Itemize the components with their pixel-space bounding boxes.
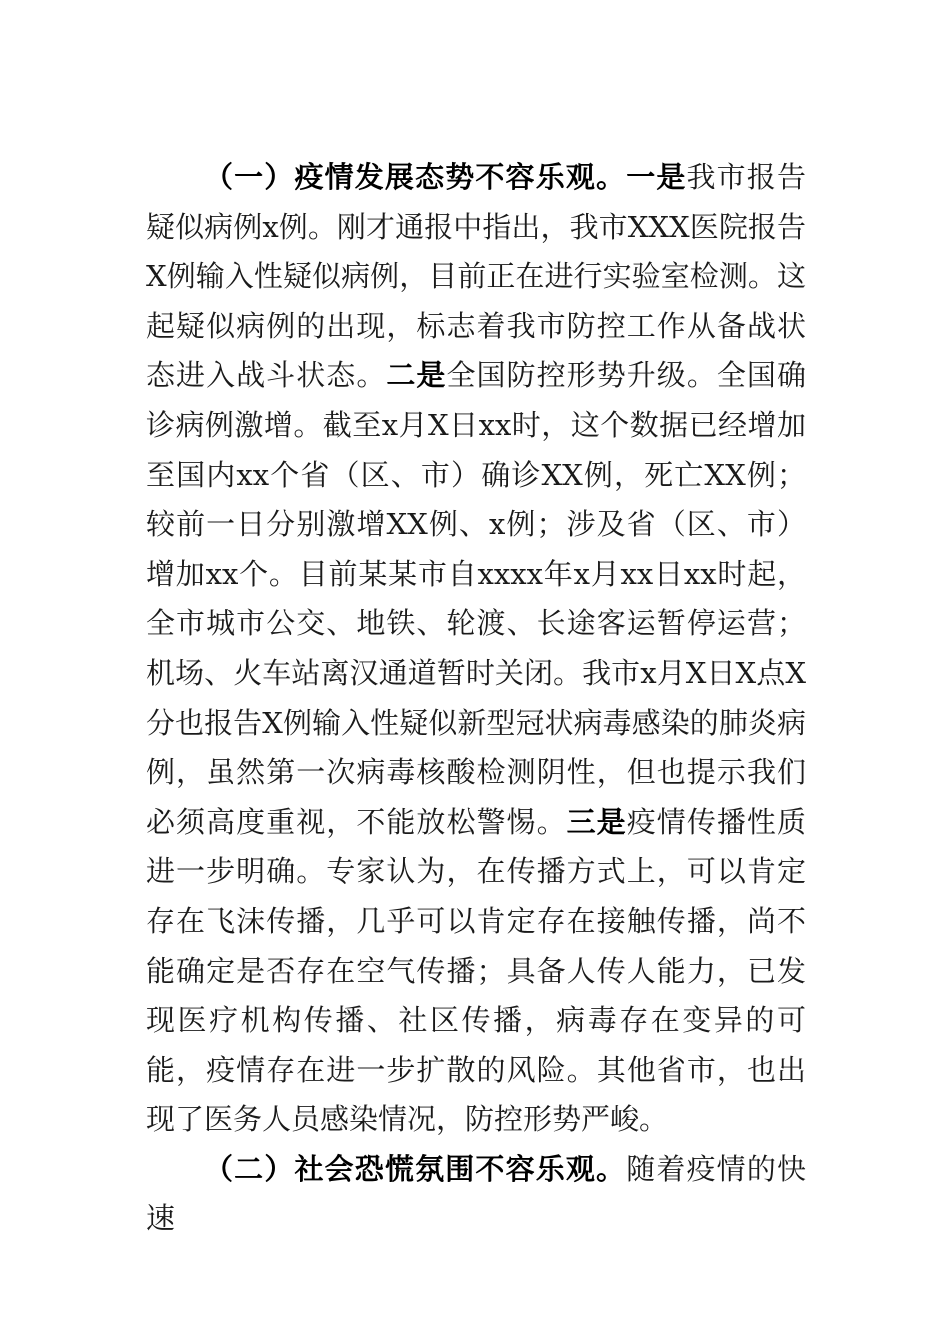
- document-body: [146, 153, 806, 1244]
- section-heading-1: （一）疫情发展态势不容乐观。: [204, 160, 627, 194]
- point-text-3: 疫情传播性质进一步明确。专家认为，在传播方式上，可以肯定存在飞沫传播，几乎可以肯定存在接触传播，尚不能确定是否存在空气传播；具备人传人能力，已发现医疗机构传播、社区传播，病毒存在变异的可能，疫情存在进一步扩散的风险。其他省市，也出现了医务人员感染情况，防控形势严峻。: [146, 804, 806, 1137]
- section-heading-2: （二）社会恐慌氛围不容乐观。: [204, 1151, 627, 1186]
- section-text-2: 随着疫情的快速: [146, 1151, 806, 1236]
- point-marker-2: 二是: [386, 358, 447, 393]
- point-text-1: 我市报告疑似病例x例。刚才通报中指出，我市XXX医院报告X例输入性疑似病例，目前正在进行实验室检测。这起疑似病例的出现，标志着我市防控工作从备战状态进入战斗状态。: [146, 160, 806, 393]
- point-marker-3: 三是: [566, 804, 627, 839]
- paragraph-social-panic: [146, 1145, 806, 1244]
- point-marker-1: 一是: [626, 160, 687, 194]
- point-text-2: 全国防控形势升级。全国确诊病例激增。截至x月X日xx时，这个数据已经增加至国内xx个省（区、市）确诊XX例，死亡XX例；较前一日分别激增XX例、x例；涉及省（区、市）增加xx个。目前某某市自xxxx年x月xx日xx时起，全市城市公交、地铁、轮渡、长途客运暂停运营；机场、火车站离汉通道暂时关闭。我市x月X日X点X分也报告X例输入性疑似新型冠状病毒感染的肺炎病例，虽然第一次病毒核酸检测阴性，但也提示我们必须高度重视，不能放松警惕。: [146, 358, 806, 839]
- paragraph-epidemic-situation: [146, 153, 806, 1145]
